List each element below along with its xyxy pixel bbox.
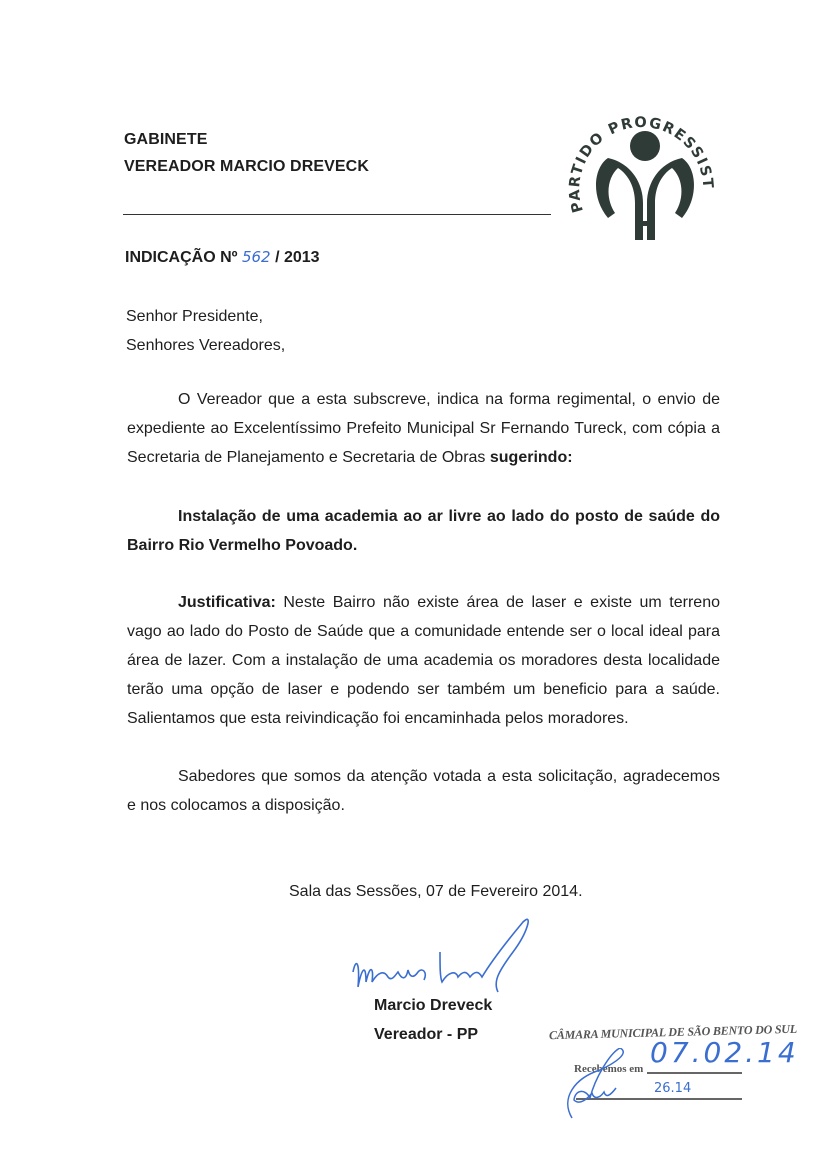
indication-heading — [125, 248, 320, 267]
intro-paragraph — [127, 385, 720, 472]
stamp-protocol-number: 26.14 — [654, 1081, 692, 1096]
councilor-title: VEREADOR MARCIO DREVECK — [124, 158, 369, 175]
logo-text: PARTIDO PROGRESSIST — [567, 115, 716, 215]
salutation-line-2: Senhores Vereadores, — [126, 337, 286, 354]
signer-role: Vereador - PP — [374, 1026, 479, 1043]
stamp-received-label: Recebemos em — [574, 1063, 644, 1075]
justification-label: Justificativa: — [178, 594, 276, 611]
logo-head-shape — [630, 131, 660, 161]
place-date: Sala das Sessões, 07 de Fevereiro 2014. — [289, 883, 583, 900]
logo-left-shape — [596, 158, 643, 240]
justification-paragraph — [127, 588, 720, 733]
stamp-received-date: 07.02.14 — [650, 1036, 799, 1069]
salutation-line-1: Senhor Presidente, — [126, 308, 263, 325]
intro-text: O Vereador que a esta subscreve, indica na forma regimental, o envio de expediente ao Excelentíssimo Prefeito Municipal Sr Fernando Tureck, com cópia a Secretaria de Planejamento e Secretaria de Obras — [127, 391, 720, 466]
stamp-initials — [560, 1048, 640, 1123]
indication-number-handwritten: 562 — [241, 248, 271, 266]
stamp-date-line — [647, 1072, 742, 1074]
signer-name: Marcio Dreveck — [374, 997, 493, 1014]
closing-paragraph: Sabedores que somos da atenção votada a esta solicitação, agradecemos e nos colocamos a disposição. — [127, 768, 720, 814]
justification-text: Neste Bairro não existe área de laser e existe um terreno vago ao lado do Posto de Saúde que a comunidade entende ser o local ideal para área de lazer. Com a instalação de uma academia os moradores desta localidade terão uma opção de laser e podendo ser também um beneficio para a saúde. Salientamos que esta reivindicação foi encaminhada pelos moradores. — [127, 594, 720, 727]
header-divider — [123, 214, 551, 215]
office-title: GABINETE — [124, 131, 208, 148]
indication-year: / 2013 — [275, 249, 320, 266]
intro-bold-end: sugerindo: — [489, 449, 573, 466]
logo-right-shape — [647, 158, 694, 240]
indication-label: INDICAÇÃO Nº — [125, 249, 238, 266]
handwritten-signature — [348, 912, 548, 1002]
partido-progressista-logo — [563, 103, 728, 245]
suggestion-paragraph: Instalação de uma academia ao ar livre ao lado do posto de saúde do Bairro Rio Vermelho Povoado. — [127, 508, 720, 554]
stamp-title: CÂMARA MUNICIPAL DE SÃO BENTO DO SUL — [548, 1021, 798, 1043]
